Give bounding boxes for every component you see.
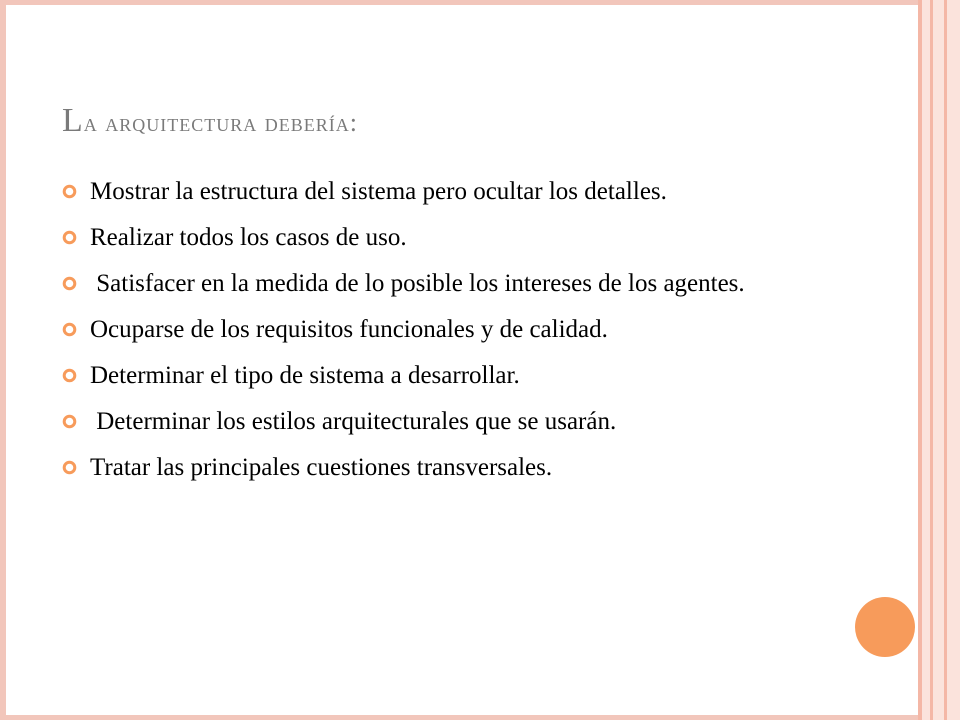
slide-title (62, 104, 358, 138)
slide-title-rest: a arquitectura debería: (83, 108, 358, 137)
list-item (62, 452, 862, 484)
list-item (62, 314, 862, 346)
slide-title-initial: L (62, 102, 84, 139)
accent-circle-decoration (855, 597, 915, 657)
frame-bottom-border (0, 715, 920, 720)
list-item (62, 176, 862, 208)
bullet-text: Determinar los estilos arquitecturales que se usarán. (90, 408, 617, 435)
ring-bullet-icon (62, 276, 77, 291)
ring-bullet-icon (62, 368, 77, 383)
bullet-text: Satisfacer en la medida de lo posible los intereses de los agentes. (90, 270, 745, 297)
right-stripes-decoration (918, 0, 960, 720)
frame-left-border (0, 0, 6, 720)
ring-bullet-icon (62, 230, 77, 245)
ring-bullet-icon (62, 460, 77, 475)
bullet-text: Determinar el tipo de sistema a desarrollar. (90, 362, 520, 389)
ring-bullet-icon (62, 414, 77, 429)
bullet-text: Tratar las principales cuestiones transversales. (90, 454, 553, 481)
list-item (62, 222, 862, 254)
ring-bullet-icon (62, 322, 77, 337)
list-item (62, 360, 862, 392)
bullet-text: Realizar todos los casos de uso. (90, 224, 407, 251)
bullet-text: Ocuparse de los requisitos funcionales y de calidad. (90, 316, 608, 343)
frame-top-border (0, 0, 920, 5)
bullet-text: Mostrar la estructura del sistema pero ocultar los detalles. (90, 178, 667, 205)
ring-bullet-icon (62, 184, 77, 199)
list-item (62, 406, 862, 438)
list-item (62, 268, 862, 300)
bullet-list (62, 176, 862, 498)
